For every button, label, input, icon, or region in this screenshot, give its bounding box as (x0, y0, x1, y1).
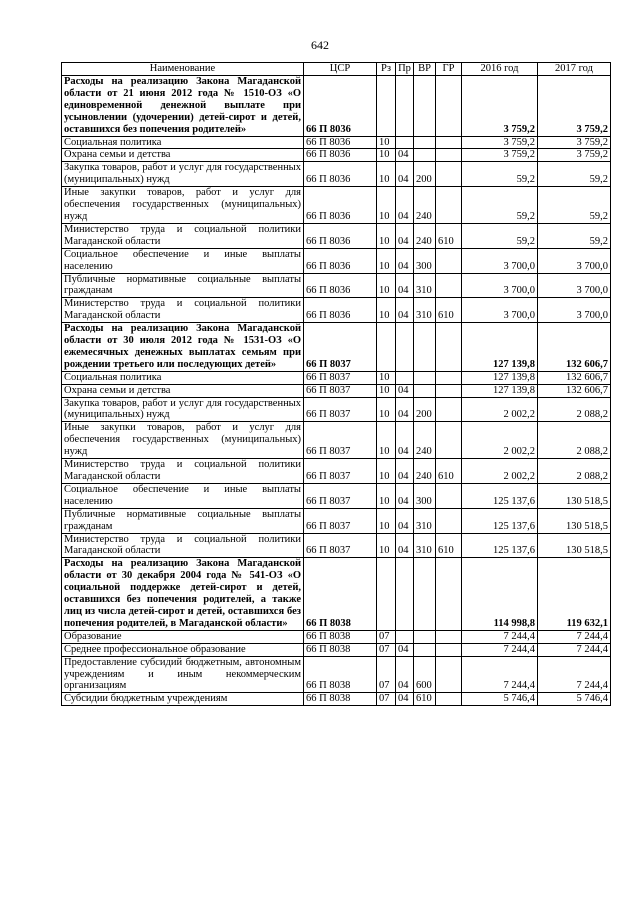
cell-rz: 10 (377, 533, 396, 558)
cell-pr: 04 (396, 643, 414, 656)
cell-vr (414, 136, 436, 149)
cell-pr (396, 558, 414, 630)
header-2016: 2016 год (462, 63, 538, 76)
cell-2016: 3 759,2 (462, 136, 538, 149)
cell-vr: 310 (414, 273, 436, 298)
cell-vr: 310 (414, 508, 436, 533)
cell-2016: 59,2 (462, 187, 538, 224)
cell-gr (436, 187, 462, 224)
cell-csr: 66 П 8037 (304, 459, 377, 484)
cell-2016: 3 759,2 (462, 149, 538, 162)
cell-vr: 200 (414, 162, 436, 187)
cell-2017: 59,2 (538, 187, 611, 224)
cell-pr (396, 371, 414, 384)
header-2017: 2017 год (538, 63, 611, 76)
cell-2016: 3 759,2 (462, 76, 538, 137)
table-row (62, 273, 611, 298)
cell-2016: 127 139,8 (462, 323, 538, 372)
cell-2016: 7 244,4 (462, 656, 538, 693)
cell-2016: 5 746,4 (462, 693, 538, 706)
cell-pr: 04 (396, 508, 414, 533)
cell-pr: 04 (396, 422, 414, 459)
cell-csr: 66 П 8036 (304, 273, 377, 298)
cell-csr: 66 П 8036 (304, 223, 377, 248)
cell-pr: 04 (396, 397, 414, 422)
cell-rz: 10 (377, 136, 396, 149)
cell-rz: 07 (377, 630, 396, 643)
cell-gr (436, 136, 462, 149)
cell-name: Социальная политика (62, 136, 304, 149)
cell-2016: 2 002,2 (462, 397, 538, 422)
budget-table (61, 62, 611, 706)
cell-vr (414, 643, 436, 656)
table-header-row (62, 63, 611, 76)
cell-vr (414, 630, 436, 643)
cell-gr (436, 248, 462, 273)
header-name: Наименование (62, 63, 304, 76)
table-row (62, 630, 611, 643)
cell-csr: 66 П 8036 (304, 248, 377, 273)
cell-csr: 66 П 8036 (304, 76, 377, 137)
cell-gr (436, 656, 462, 693)
cell-rz: 10 (377, 397, 396, 422)
table-row (62, 248, 611, 273)
cell-vr: 240 (414, 459, 436, 484)
table-row (62, 558, 611, 630)
cell-vr (414, 323, 436, 372)
cell-csr: 66 П 8036 (304, 162, 377, 187)
cell-2017: 7 244,4 (538, 656, 611, 693)
cell-2017: 3 759,2 (538, 136, 611, 149)
cell-rz: 10 (377, 384, 396, 397)
cell-gr (436, 397, 462, 422)
cell-rz: 10 (377, 371, 396, 384)
cell-csr: 66 П 8037 (304, 508, 377, 533)
cell-gr: 610 (436, 459, 462, 484)
cell-name: Субсидии бюджетным учреждениям (62, 693, 304, 706)
cell-gr (436, 149, 462, 162)
cell-pr: 04 (396, 656, 414, 693)
cell-2017: 2 088,2 (538, 397, 611, 422)
cell-csr: 66 П 8037 (304, 384, 377, 397)
cell-gr (436, 630, 462, 643)
cell-gr (436, 508, 462, 533)
cell-2017: 59,2 (538, 162, 611, 187)
cell-gr (436, 76, 462, 137)
table-row (62, 483, 611, 508)
cell-name: Социальное обеспечение и иные выплаты населению (62, 483, 304, 508)
cell-pr: 04 (396, 162, 414, 187)
cell-2017: 130 518,5 (538, 508, 611, 533)
cell-csr: 66 П 8036 (304, 136, 377, 149)
cell-rz: 10 (377, 508, 396, 533)
cell-name: Охрана семьи и детства (62, 149, 304, 162)
cell-vr (414, 384, 436, 397)
cell-csr: 66 П 8037 (304, 483, 377, 508)
cell-pr (396, 76, 414, 137)
table-row (62, 298, 611, 323)
cell-rz: 10 (377, 248, 396, 273)
table-row (62, 643, 611, 656)
cell-rz: 10 (377, 459, 396, 484)
cell-rz: 10 (377, 422, 396, 459)
cell-name: Министерство труда и социальной политики Магаданской области (62, 533, 304, 558)
table-row (62, 459, 611, 484)
table-row (62, 371, 611, 384)
cell-2016: 125 137,6 (462, 508, 538, 533)
cell-rz: 10 (377, 162, 396, 187)
cell-2016: 3 700,0 (462, 273, 538, 298)
cell-2016: 127 139,8 (462, 371, 538, 384)
cell-rz: 10 (377, 298, 396, 323)
table-row (62, 656, 611, 693)
cell-name: Закупка товаров, работ и услуг для государственных (муниципальных) нужд (62, 397, 304, 422)
cell-gr (436, 384, 462, 397)
cell-vr: 240 (414, 223, 436, 248)
cell-vr: 310 (414, 533, 436, 558)
cell-2017: 7 244,4 (538, 630, 611, 643)
table-row (62, 149, 611, 162)
cell-rz: 07 (377, 643, 396, 656)
cell-csr: 66 П 8037 (304, 323, 377, 372)
cell-name: Министерство труда и социальной политики Магаданской области (62, 223, 304, 248)
table-row (62, 508, 611, 533)
cell-2017: 132 606,7 (538, 371, 611, 384)
cell-pr: 04 (396, 273, 414, 298)
cell-rz: 10 (377, 483, 396, 508)
cell-2017: 3 759,2 (538, 76, 611, 137)
table-row (62, 323, 611, 372)
cell-csr: 66 П 8038 (304, 693, 377, 706)
cell-2017: 3 700,0 (538, 298, 611, 323)
header-pr: Пр (396, 63, 414, 76)
header-vr: ВР (414, 63, 436, 76)
cell-pr: 04 (396, 459, 414, 484)
cell-gr: 610 (436, 298, 462, 323)
cell-pr: 04 (396, 223, 414, 248)
cell-vr: 240 (414, 422, 436, 459)
cell-name: Публичные нормативные социальные выплаты гражданам (62, 273, 304, 298)
cell-name: Расходы на реализацию Закона Магаданской области от 30 декабря 2004 года № 541-ОЗ «О социальной поддержке детей-сирот и детей, оставшихся без попечения родителей, а также лиц из числа детей-сирот и детей, оставшихся без попечения родителей, в Магаданской области» (62, 558, 304, 630)
cell-2017: 2 088,2 (538, 422, 611, 459)
cell-2016: 114 998,8 (462, 558, 538, 630)
cell-rz: 10 (377, 187, 396, 224)
cell-2016: 3 700,0 (462, 298, 538, 323)
cell-name: Министерство труда и социальной политики Магаданской области (62, 298, 304, 323)
cell-2016: 2 002,2 (462, 422, 538, 459)
cell-2017: 2 088,2 (538, 459, 611, 484)
cell-gr (436, 422, 462, 459)
page-number: 642 (311, 38, 329, 52)
cell-2016: 7 244,4 (462, 643, 538, 656)
cell-2016: 3 700,0 (462, 248, 538, 273)
cell-2016: 59,2 (462, 162, 538, 187)
cell-pr: 04 (396, 533, 414, 558)
cell-csr: 66 П 8037 (304, 533, 377, 558)
cell-gr (436, 483, 462, 508)
cell-vr: 610 (414, 693, 436, 706)
cell-2017: 3 700,0 (538, 248, 611, 273)
cell-gr (436, 162, 462, 187)
cell-csr: 66 П 8037 (304, 422, 377, 459)
cell-2016: 59,2 (462, 223, 538, 248)
cell-name: Образование (62, 630, 304, 643)
cell-gr: 610 (436, 223, 462, 248)
cell-vr (414, 149, 436, 162)
cell-name: Министерство труда и социальной политики Магаданской области (62, 459, 304, 484)
cell-rz (377, 323, 396, 372)
cell-csr: 66 П 8037 (304, 371, 377, 384)
cell-name: Предоставление субсидий бюджетным, автономным учреждениям и иным некоммерческим организациям (62, 656, 304, 693)
cell-2017: 119 632,1 (538, 558, 611, 630)
table-body (62, 76, 611, 706)
cell-name: Закупка товаров, работ и услуг для государственных (муниципальных) нужд (62, 162, 304, 187)
cell-vr (414, 371, 436, 384)
cell-gr (436, 693, 462, 706)
cell-name: Публичные нормативные социальные выплаты гражданам (62, 508, 304, 533)
cell-pr: 04 (396, 298, 414, 323)
cell-2017: 3 759,2 (538, 149, 611, 162)
cell-name: Социальное обеспечение и иные выплаты населению (62, 248, 304, 273)
cell-2017: 130 518,5 (538, 483, 611, 508)
cell-gr: 610 (436, 533, 462, 558)
cell-gr (436, 273, 462, 298)
cell-2017: 59,2 (538, 223, 611, 248)
cell-gr (436, 323, 462, 372)
cell-vr: 300 (414, 483, 436, 508)
cell-name: Среднее профессиональное образование (62, 643, 304, 656)
cell-name: Иные закупки товаров, работ и услуг для обеспечения государственных (муниципальных) нужд (62, 187, 304, 224)
table-row (62, 384, 611, 397)
cell-name: Охрана семьи и детства (62, 384, 304, 397)
header-rz: Рз (377, 63, 396, 76)
cell-csr: 66 П 8037 (304, 397, 377, 422)
header-csr: ЦСР (304, 63, 377, 76)
cell-2016: 127 139,8 (462, 384, 538, 397)
table-row (62, 533, 611, 558)
cell-vr: 300 (414, 248, 436, 273)
table-row (62, 162, 611, 187)
cell-csr: 66 П 8038 (304, 656, 377, 693)
cell-name: Расходы на реализацию Закона Магаданской области от 21 июня 2012 года № 1510-ОЗ «О единовременной денежной выплате при усыновлении (удочерении) детей-сирот и детей, оставшихся без попечения родителей» (62, 76, 304, 137)
cell-2017: 132 606,7 (538, 384, 611, 397)
cell-vr: 310 (414, 298, 436, 323)
table-row (62, 693, 611, 706)
cell-csr: 66 П 8036 (304, 187, 377, 224)
table-row (62, 136, 611, 149)
table-row (62, 397, 611, 422)
cell-vr: 240 (414, 187, 436, 224)
cell-2016: 125 137,6 (462, 483, 538, 508)
table-row (62, 422, 611, 459)
cell-2017: 132 606,7 (538, 323, 611, 372)
cell-rz: 10 (377, 273, 396, 298)
cell-2017: 130 518,5 (538, 533, 611, 558)
cell-name: Социальная политика (62, 371, 304, 384)
cell-2017: 3 700,0 (538, 273, 611, 298)
cell-rz: 07 (377, 656, 396, 693)
cell-rz (377, 76, 396, 137)
cell-rz: 10 (377, 149, 396, 162)
cell-gr (436, 371, 462, 384)
cell-csr: 66 П 8038 (304, 643, 377, 656)
cell-csr: 66 П 8038 (304, 558, 377, 630)
table-row (62, 76, 611, 137)
header-gr: ГР (436, 63, 462, 76)
cell-vr (414, 76, 436, 137)
cell-2016: 7 244,4 (462, 630, 538, 643)
cell-rz (377, 558, 396, 630)
cell-vr (414, 558, 436, 630)
cell-rz: 07 (377, 693, 396, 706)
cell-pr: 04 (396, 483, 414, 508)
cell-pr: 04 (396, 693, 414, 706)
cell-pr (396, 136, 414, 149)
cell-pr: 04 (396, 149, 414, 162)
cell-2017: 7 244,4 (538, 643, 611, 656)
cell-gr (436, 643, 462, 656)
cell-2016: 125 137,6 (462, 533, 538, 558)
cell-2017: 5 746,4 (538, 693, 611, 706)
cell-pr: 04 (396, 187, 414, 224)
cell-pr: 04 (396, 384, 414, 397)
cell-csr: 66 П 8036 (304, 298, 377, 323)
cell-csr: 66 П 8036 (304, 149, 377, 162)
cell-name: Иные закупки товаров, работ и услуг для обеспечения государственных (муниципальных) нужд (62, 422, 304, 459)
cell-csr: 66 П 8038 (304, 630, 377, 643)
cell-name: Расходы на реализацию Закона Магаданской области от 30 июля 2012 года № 1531-ОЗ «О ежемесячных денежных выплатах семьям при рождении третьего или последующих детей» (62, 323, 304, 372)
cell-vr: 600 (414, 656, 436, 693)
cell-vr: 200 (414, 397, 436, 422)
cell-pr (396, 323, 414, 372)
cell-pr (396, 630, 414, 643)
table-row (62, 187, 611, 224)
cell-pr: 04 (396, 248, 414, 273)
cell-rz: 10 (377, 223, 396, 248)
cell-gr (436, 558, 462, 630)
table-row (62, 223, 611, 248)
cell-2016: 2 002,2 (462, 459, 538, 484)
